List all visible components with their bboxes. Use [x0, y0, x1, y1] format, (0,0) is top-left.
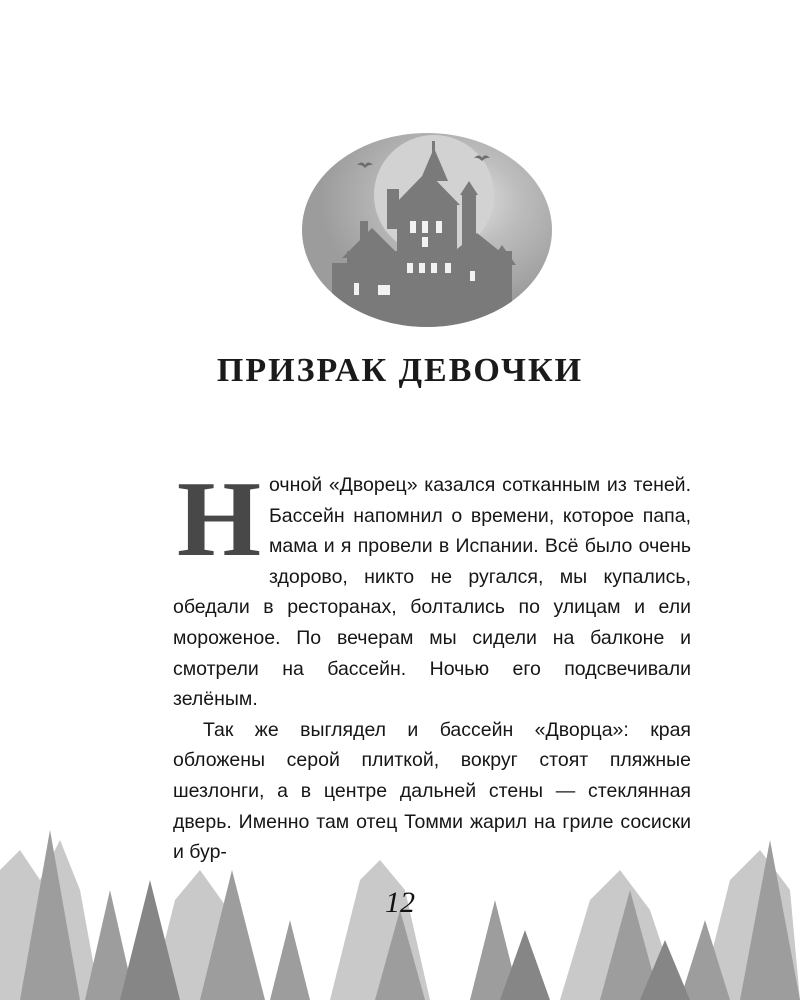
page-number: 12: [385, 886, 415, 919]
paragraph-1: очной «Дворец» казался сотканным из теней. Бассейн напомнил о времени, которое папа, мама и я провели в Испании. Всё было очень здорово, никто не ругался, мы купались, обедали в ресторанах, болтались по улицам и ели мороженое. По вечерам мы сидели на балконе и смотрели на бассейн. Ночью его подсвечивали зелёным.: [173, 474, 691, 711]
chapter-text: [173, 460, 691, 868]
haunted-house-moon-icon: [302, 133, 552, 328]
drop-cap: Н: [176, 460, 261, 579]
paragraph-2: Так же выглядел и бассейн «Дворца»: края обложены серой плиткой, вокруг стоят пляжные шезлонги, а в центре дальней стены — стеклянная дверь. Именно там отец Томми жарил на гриле сосиски и бур-: [173, 718, 691, 864]
chapter-title: ПРИЗРАК ДЕВОЧКИ: [216, 352, 584, 389]
